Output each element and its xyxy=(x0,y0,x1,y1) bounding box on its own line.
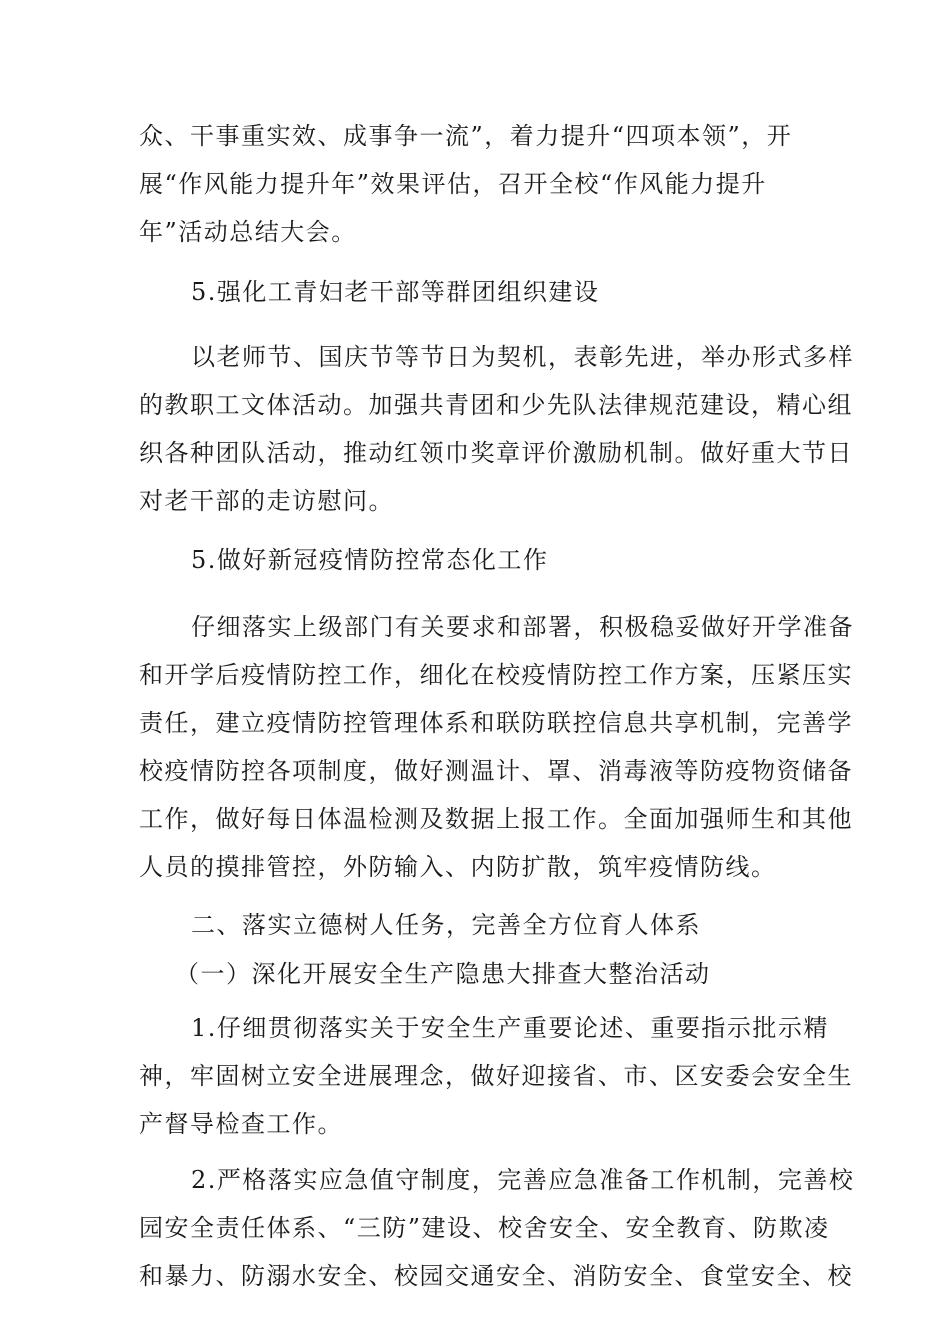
paragraph-item-1 xyxy=(139,1004,853,1148)
text-line: 的教职工文体活动。加强共青团和少先队法律规范建设，精心组 xyxy=(139,391,853,419)
text-line: 2.严格落实应急值守制度，完善应急准备工作机制，完善校 xyxy=(191,1166,855,1194)
text-line: 展“作风能力提升年”效果评估，召开全校“作风能力提升 xyxy=(139,170,767,198)
text-line: 产督导检查工作。 xyxy=(139,1110,343,1138)
heading-text: 5.强化工青妇老干部等群团组织建设 xyxy=(191,278,600,306)
text-line: 工作，做好每日体温检测及数据上报工作。全面加强师生和其他 xyxy=(139,805,853,833)
text-line: 对老干部的走访慰问。 xyxy=(139,487,394,515)
paragraph-continued xyxy=(139,112,829,256)
text-line: 人员的摸排管控，外防输入、内防扩散，筑牢疫情防线。 xyxy=(139,853,777,881)
paragraph-item-2 xyxy=(139,1156,855,1300)
text-line: 责任，建立疫情防控管理体系和联防联控信息共享机制，完善学 xyxy=(139,709,853,737)
text-line: 以老师节、国庆节等节日为契机，表彰先进，举办形式多样 xyxy=(191,343,854,371)
paragraph-group-activities xyxy=(139,333,854,525)
subsection-heading-1 xyxy=(139,950,829,998)
text-line: 织各种团队活动，推动红领巾奖章评价激励机制。做好重大节日 xyxy=(139,439,853,467)
text-line: 1.仔细贯彻落实关于安全生产重要论述、重要指示批示精 xyxy=(191,1014,829,1042)
text-line: 仔细落实上级部门有关要求和部署，积极稳妥做好开学准备 xyxy=(191,613,854,641)
section-heading-2 xyxy=(139,901,829,949)
heading-epidemic-prevention xyxy=(139,536,829,584)
text-line: 校疫情防控各项制度，做好测温计、罩、消毒液等防疫物资储备 xyxy=(139,757,853,785)
heading-group-organizations xyxy=(139,268,829,316)
text-line: 和开学后疫情防控工作，细化在校疫情防控工作方案，压紧压实 xyxy=(139,661,853,689)
heading-text: 5.做好新冠疫情防控常态化工作 xyxy=(191,546,549,574)
heading-text: （一）深化开展安全生产隐患大排查大整治活动 xyxy=(175,960,711,988)
text-line: 神，牢固树立安全进展理念，做好迎接省、市、区安委会安全生 xyxy=(139,1062,853,1090)
text-line: 众、干事重实效、成事争一流”，着力提升“四项本领”，开 xyxy=(139,122,793,150)
paragraph-epidemic-prevention xyxy=(139,603,854,891)
text-line: 园安全责任体系、“三防”建设、校舍安全、安全教育、防欺凌 xyxy=(139,1214,830,1242)
heading-text: 二、落实立德树人任务，完善全方位育人体系 xyxy=(191,911,701,939)
text-line: 和暴力、防溺水安全、校园交通安全、消防安全、食堂安全、校 xyxy=(139,1262,853,1290)
text-line: 年”活动总结大会。 xyxy=(139,218,357,246)
